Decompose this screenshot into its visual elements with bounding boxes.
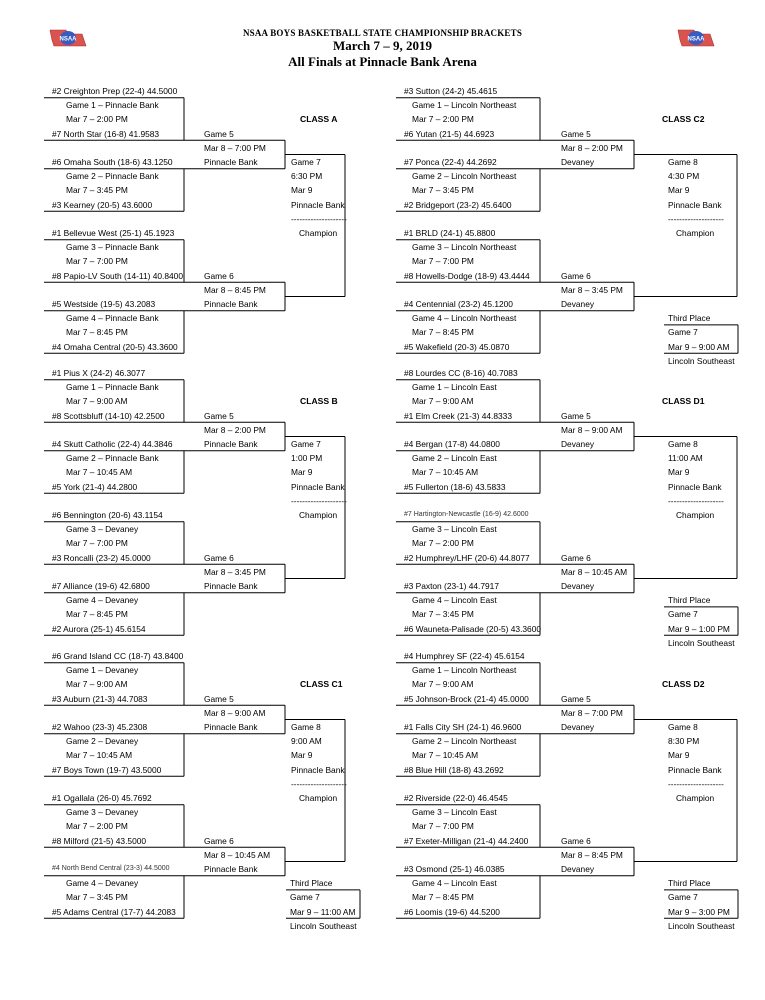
final-date: Mar 9 xyxy=(291,185,313,196)
game-label: Game 1 – Lincoln Northeast xyxy=(412,100,517,111)
team-entry-bottom: #8 Papio-LV South (14-11) 40.8400 xyxy=(52,270,183,281)
game-time: Mar 7 – 3:45 PM xyxy=(412,609,474,620)
team-entry-top: #1 Falls City SH (24-1) 46.9600 xyxy=(404,722,522,732)
semi-site: Pinnacle Bank xyxy=(204,581,258,591)
team-entry-bottom: #8 Scottsbluff (14-10) 42.2500 xyxy=(52,410,165,421)
team-entry-bottom: #8 Howells-Dodge (18-9) 43.4444 xyxy=(404,270,530,281)
game-time: Mar 7 – 3:45 PM xyxy=(66,892,128,903)
team-entry-top: #3 Paxton (23-1) 44.7917 xyxy=(404,581,499,591)
team-entry-top: #7 Hartington-Newcastle (16-9) 42.6000 xyxy=(404,511,529,518)
team-entry-bottom: #6 Loomis (19-6) 44.5200 xyxy=(404,906,500,917)
third-site: Lincoln Southeast xyxy=(668,920,735,931)
semi-site: Pinnacle Bank xyxy=(204,864,258,874)
semi-site: Devaney xyxy=(561,864,595,874)
final-game-label: Game 8 xyxy=(668,439,698,449)
final-dashes: -------------------- xyxy=(291,213,347,224)
game-label: Game 2 – Pinnacle Bank xyxy=(66,453,159,464)
game-label: Game 2 – Lincoln East xyxy=(412,453,497,464)
semi-time: Mar 8 – 7:00 PM xyxy=(204,142,266,153)
game-time: Mar 7 – 10:45 AM xyxy=(412,750,479,761)
team-entry-top: #6 Bennington (20-6) 43.1154 xyxy=(52,510,163,520)
game-time: Mar 7 – 3:45 PM xyxy=(66,185,128,196)
third-time: Mar 9 – 11:00 AM xyxy=(290,906,356,917)
team-entry-top: #8 Lourdes CC (8-16) 40.7083 xyxy=(404,368,518,378)
final-game-label: Game 8 xyxy=(668,157,698,167)
semi-time: Mar 8 – 10:45 AM xyxy=(561,566,628,577)
third-place-label: Third Place xyxy=(668,595,711,606)
final-time: 9:00 AM xyxy=(291,736,322,747)
semi-time: Mar 8 – 9:00 AM xyxy=(204,707,266,718)
team-entry-top: #1 Bellevue West (25-1) 45.1923 xyxy=(52,228,175,238)
game-time: Mar 7 – 3:45 PM xyxy=(412,185,474,196)
team-entry-bottom: #8 Blue Hill (18-8) 43.2692 xyxy=(404,764,504,775)
semi-game-label: Game 5 xyxy=(204,128,234,139)
game-time: Mar 7 – 10:45 AM xyxy=(66,750,133,761)
final-game-label: Game 7 xyxy=(291,157,321,167)
game-time: Mar 7 – 8:45 PM xyxy=(66,327,128,338)
team-entry-bottom: #5 Fullerton (18-6) 43.5833 xyxy=(404,481,506,492)
semi-site: Devaney xyxy=(561,439,595,449)
game-label: Game 4 – Lincoln Northeast xyxy=(412,313,517,324)
third-site: Lincoln Southeast xyxy=(290,920,357,931)
team-entry-bottom: #5 York (21-4) 44.2800 xyxy=(52,481,138,492)
team-entry-top: #1 Pius X (24-2) 46.3077 xyxy=(52,368,146,378)
game-label: Game 1 – Lincoln East xyxy=(412,382,497,393)
game-label: Game 2 – Pinnacle Bank xyxy=(66,171,159,182)
game-time: Mar 7 – 9:00 AM xyxy=(412,679,474,690)
final-site: Pinnacle Bank xyxy=(291,764,345,775)
team-entry-top: #3 Sutton (24-2) 45.4615 xyxy=(404,86,498,96)
game-label: Game 2 – Lincoln Northeast xyxy=(412,171,517,182)
semi-time: Mar 8 – 3:45 PM xyxy=(561,284,623,295)
team-entry-bottom: #5 Adams Central (17-7) 44.2083 xyxy=(52,906,176,917)
semi-time: Mar 8 – 3:45 PM xyxy=(204,566,266,577)
final-time: 6:30 PM xyxy=(291,171,323,182)
champion-label: Champion xyxy=(676,793,715,803)
game-time: Mar 7 – 7:00 PM xyxy=(66,538,128,549)
third-site: Lincoln Southeast xyxy=(668,637,735,648)
final-dashes: -------------------- xyxy=(668,213,724,224)
class-label: CLASS D2 xyxy=(662,679,705,690)
champion-label: Champion xyxy=(299,510,338,520)
final-time: 11:00 AM xyxy=(668,453,703,464)
final-site: Pinnacle Bank xyxy=(291,481,345,492)
semi-time: Mar 8 – 10:45 AM xyxy=(204,849,271,860)
game-time: Mar 7 – 2:00 PM xyxy=(412,538,474,549)
champion-label: Champion xyxy=(676,510,715,520)
team-entry-bottom: #2 Bridgeport (23-2) 45.6400 xyxy=(404,199,512,210)
team-entry-bottom: #7 North Star (16-8) 41.9583 xyxy=(52,128,160,139)
semi-game-label: Game 5 xyxy=(561,693,591,704)
semi-game-label: Game 5 xyxy=(561,128,591,139)
third-game-label: Game 7 xyxy=(668,609,698,620)
final-dashes: -------------------- xyxy=(668,495,724,506)
third-time: Mar 9 – 1:00 PM xyxy=(668,623,730,634)
final-site: Pinnacle Bank xyxy=(668,199,722,210)
team-entry-top: #1 Ogallala (26-0) 45.7692 xyxy=(52,793,152,803)
semi-site: Pinnacle Bank xyxy=(204,157,258,167)
champion-label: Champion xyxy=(299,228,338,238)
final-time: 8:30 PM xyxy=(668,736,700,747)
team-entry-top: #6 Grand Island CC (18-7) 43.8400 xyxy=(52,651,184,661)
game-label: Game 4 – Lincoln East xyxy=(412,878,497,889)
class-label: CLASS A xyxy=(300,114,338,125)
semi-site: Pinnacle Bank xyxy=(204,722,258,732)
team-entry-bottom: #3 Kearney (20-5) 43.6000 xyxy=(52,199,153,210)
game-time: Mar 7 – 10:45 AM xyxy=(66,467,133,478)
game-label: Game 3 – Pinnacle Bank xyxy=(66,242,159,253)
third-place-label: Third Place xyxy=(668,878,711,889)
final-time: 1:00 PM xyxy=(291,453,323,464)
semi-site: Devaney xyxy=(561,299,595,309)
team-entry-top: #2 Riverside (22-0) 46.4545 xyxy=(404,793,508,803)
game-time: Mar 7 – 8:45 PM xyxy=(412,327,474,338)
semi-time: Mar 8 – 8:45 PM xyxy=(204,284,266,295)
team-entry-bottom: #7 Boys Town (19-7) 43.5000 xyxy=(52,764,162,775)
team-entry-top: #4 Skutt Catholic (22-4) 44.3846 xyxy=(52,439,173,449)
game-label: Game 4 – Pinnacle Bank xyxy=(66,313,159,324)
team-entry-top: #4 North Bend Central (23-3) 44.5000 xyxy=(52,865,170,872)
team-entry-bottom: #6 Yutan (21-5) 44.6923 xyxy=(404,128,495,139)
semi-time: Mar 8 – 7:00 PM xyxy=(561,707,623,718)
final-date: Mar 9 xyxy=(291,467,313,478)
game-label: Game 3 – Lincoln East xyxy=(412,807,497,818)
class-label: CLASS B xyxy=(300,396,338,407)
game-time: Mar 7 – 8:45 PM xyxy=(66,609,128,620)
game-label: Game 4 – Devaney xyxy=(66,878,139,889)
game-time: Mar 7 – 8:45 PM xyxy=(412,892,474,903)
final-date: Mar 9 xyxy=(668,467,690,478)
game-time: Mar 7 – 9:00 AM xyxy=(412,396,474,407)
team-entry-top: #7 Alliance (19-6) 42.6800 xyxy=(52,581,150,591)
champion-label: Champion xyxy=(299,793,338,803)
game-time: Mar 7 – 10:45 AM xyxy=(412,467,479,478)
final-dashes: -------------------- xyxy=(291,495,347,506)
team-entry-bottom: #3 Roncalli (23-2) 45.0000 xyxy=(52,552,151,563)
team-entry-bottom: #6 Wauneta-Palisade (20-5) 43.3600 xyxy=(404,623,542,634)
semi-site: Devaney xyxy=(561,157,595,167)
game-time: Mar 7 – 7:00 PM xyxy=(66,256,128,267)
team-entry-top: #6 Omaha South (18-6) 43.1250 xyxy=(52,157,173,167)
header-line1: NSAA BOYS BASKETBALL STATE CHAMPIONSHIP BRACKETS xyxy=(242,28,523,38)
class-label: CLASS C2 xyxy=(662,114,705,125)
final-time: 4:30 PM xyxy=(668,171,700,182)
game-time: Mar 7 – 2:00 PM xyxy=(412,114,474,125)
third-time: Mar 9 – 3:00 PM xyxy=(668,906,730,917)
game-label: Game 3 – Lincoln East xyxy=(412,524,497,535)
header-line2: March 7 – 9, 2019 xyxy=(332,38,433,53)
team-entry-top: #3 Osmond (25-1) 46.0385 xyxy=(404,864,505,874)
team-entry-top: #1 BRLD (24-1) 45.8800 xyxy=(404,228,496,238)
final-game-label: Game 7 xyxy=(291,439,321,449)
semi-game-label: Game 6 xyxy=(561,552,591,563)
game-label: Game 2 – Lincoln Northeast xyxy=(412,736,517,747)
team-entry-bottom: #3 Auburn (21-3) 44.7083 xyxy=(52,693,148,704)
game-label: Game 1 – Lincoln Northeast xyxy=(412,665,517,676)
game-time: Mar 7 – 2:00 PM xyxy=(66,114,128,125)
game-label: Game 1 – Devaney xyxy=(66,665,139,676)
team-entry-top: #2 Creighton Prep (22-4) 44.5000 xyxy=(52,86,178,96)
team-entry-bottom: #8 Milford (21-5) 43.5000 xyxy=(52,835,147,846)
team-entry-bottom: #5 Wakefield (20-3) 45.0870 xyxy=(404,341,510,352)
team-entry-top: #2 Wahoo (23-3) 45.2308 xyxy=(52,722,148,732)
semi-time: Mar 8 – 9:00 AM xyxy=(561,424,623,435)
team-entry-bottom: #4 Omaha Central (20-5) 43.3600 xyxy=(52,341,178,352)
team-entry-bottom: #7 Exeter-Milligan (21-4) 44.2400 xyxy=(404,835,529,846)
third-site: Lincoln Southeast xyxy=(668,355,735,366)
logo-right-text: NSAA xyxy=(687,36,705,43)
semi-site: Pinnacle Bank xyxy=(204,299,258,309)
semi-time: Mar 8 – 2:00 PM xyxy=(204,424,266,435)
team-entry-bottom: #2 Humphrey/LHF (20-6) 44.8077 xyxy=(404,552,530,563)
game-time: Mar 7 – 7:00 PM xyxy=(412,256,474,267)
semi-game-label: Game 5 xyxy=(561,410,591,421)
final-dashes: -------------------- xyxy=(291,778,347,789)
final-site: Pinnacle Bank xyxy=(668,764,722,775)
third-place-label: Third Place xyxy=(290,878,333,889)
semi-site: Pinnacle Bank xyxy=(204,439,258,449)
game-label: Game 3 – Lincoln Northeast xyxy=(412,242,517,253)
final-date: Mar 9 xyxy=(668,185,690,196)
third-game-label: Game 7 xyxy=(668,892,698,903)
semi-site: Devaney xyxy=(561,722,595,732)
game-time: Mar 7 – 9:00 AM xyxy=(66,679,128,690)
third-time: Mar 9 – 9:00 AM xyxy=(668,341,730,352)
semi-game-label: Game 6 xyxy=(561,270,591,281)
semi-game-label: Game 5 xyxy=(204,693,234,704)
game-label: Game 3 – Devaney xyxy=(66,524,139,535)
team-entry-top: #7 Ponca (22-4) 44.2692 xyxy=(404,157,497,167)
final-date: Mar 9 xyxy=(668,750,690,761)
team-entry-top: #4 Centennial (23-2) 45.1200 xyxy=(404,299,513,309)
final-dashes: -------------------- xyxy=(668,778,724,789)
game-label: Game 1 – Pinnacle Bank xyxy=(66,100,159,111)
game-time: Mar 7 – 9:00 AM xyxy=(66,396,128,407)
team-entry-top: #4 Humphrey SF (22-4) 45.6154 xyxy=(404,651,525,661)
class-label: CLASS C1 xyxy=(300,679,343,690)
semi-time: Mar 8 – 2:00 PM xyxy=(561,142,623,153)
team-entry-bottom: #2 Aurora (25-1) 45.6154 xyxy=(52,623,146,634)
game-label: Game 4 – Lincoln East xyxy=(412,595,497,606)
final-site: Pinnacle Bank xyxy=(668,481,722,492)
game-time: Mar 7 – 2:00 PM xyxy=(66,821,128,832)
game-time: Mar 7 – 7:00 PM xyxy=(412,821,474,832)
semi-game-label: Game 6 xyxy=(204,270,234,281)
header-line3: All Finals at Pinnacle Bank Arena xyxy=(288,54,477,69)
game-label: Game 3 – Devaney xyxy=(66,807,139,818)
final-game-label: Game 8 xyxy=(668,722,698,732)
game-label: Game 4 – Devaney xyxy=(66,595,139,606)
third-game-label: Game 7 xyxy=(290,892,320,903)
final-game-label: Game 8 xyxy=(291,722,321,732)
game-label: Game 1 – Pinnacle Bank xyxy=(66,382,159,393)
third-game-label: Game 7 xyxy=(668,327,698,338)
team-entry-top: #5 Westside (19-5) 43.2083 xyxy=(52,299,156,309)
game-label: Game 2 – Devaney xyxy=(66,736,139,747)
final-site: Pinnacle Bank xyxy=(291,199,345,210)
semi-game-label: Game 6 xyxy=(204,552,234,563)
logo-left-text: NSAA xyxy=(59,36,77,43)
semi-game-label: Game 6 xyxy=(561,835,591,846)
semi-time: Mar 8 – 8:45 PM xyxy=(561,849,623,860)
class-label: CLASS D1 xyxy=(662,396,705,407)
third-place-label: Third Place xyxy=(668,313,711,324)
semi-site: Devaney xyxy=(561,581,595,591)
champion-label: Champion xyxy=(676,228,715,238)
team-entry-bottom: #1 Elm Creek (21-3) 44.8333 xyxy=(404,410,512,421)
team-entry-bottom: #5 Johnson-Brock (21-4) 45.0000 xyxy=(404,693,529,704)
final-date: Mar 9 xyxy=(291,750,313,761)
team-entry-top: #4 Bergan (17-8) 44.0800 xyxy=(404,439,500,449)
semi-game-label: Game 5 xyxy=(204,410,234,421)
semi-game-label: Game 6 xyxy=(204,835,234,846)
